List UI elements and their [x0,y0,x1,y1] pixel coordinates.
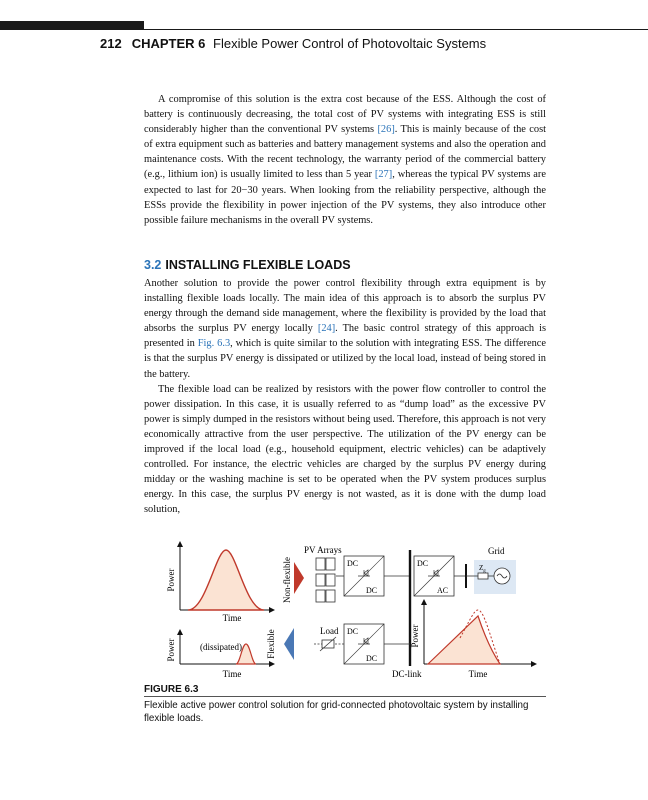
dc-link-label: DC-link [392,669,422,679]
dissipated-power-plot [166,632,272,679]
chapter-label: CHAPTER 6 [131,36,206,51]
svg-text:Zg: $Z_g$ [479,564,486,574]
figure-rule [144,696,546,697]
running-header [100,36,486,51]
svg-text:DC: DC [347,559,359,568]
page-number: 212 [100,36,122,51]
figure-caption: Flexible active power control solution for grid-connected photovoltaic system by installing flexible loads. [144,700,529,724]
svg-text:DC: DC [417,559,429,568]
pv-power-plot [166,544,272,623]
section-number: 3.2 [144,258,162,272]
svg-text:DC: DC [347,627,359,636]
pv-arrays [304,545,342,602]
dc-ac-inverter [414,556,466,596]
citation-26[interactable]: [26] [377,124,395,136]
paragraph-flexible-loads: Another solution to provide the power control flexibility through extra equipment is by installing flexible loads locally. The main idea of this approach is to absorb the surplus PV energy through the demand side management, where the flexibility is provided by the load that absorbs the surplus PV energy locally [24]. The basic control strategy of this approach is presented in Fig. 6.3, which is quite similar to the solution with integrating ESS. The difference is that the surplus PV energy is dissipated or utilized by the local load, instead of being stored in the battery. [144,278,547,380]
section-body [144,276,546,518]
grid-power-plot [410,602,534,679]
flexible-label: Flexible [266,629,276,659]
svg-text:DC: DC [366,586,378,595]
y-axis-label-bottom: Power [166,638,176,662]
grid-label: Grid [488,546,505,556]
header-rule [144,29,648,30]
grid [466,546,516,594]
red-arrow [294,562,304,594]
section-heading [144,258,351,272]
y-axis-label-top: Power [166,568,176,592]
svg-text:DC: DC [366,654,378,663]
paragraph-ess-cost: A compromise of this solution is the extra cost because of the ESS. Although the cost of battery is continuously decreasing, the total cost of PV systems with integrating ESS is still considerably higher than the conventional PV systems [26]. This is mainly because of the cost of extra equipment such as batteries and battery management systems and also the operation and maintenance costs. With the recent technology, the warranty period of the commercial battery (e.g., lithium ion) is usually limited to less than 5 year [27], whereas the typical PV systems are expected to last for 20−30 years. When looking from the reliability perspective, although the ESSs provide the flexibility in power injection of the PV systems, they also introduce other possible failure mechanisms in the overall PV systems. [144,94,546,226]
figure-reference-link[interactable]: Fig. 6.3 [197,338,231,350]
svg-text:AC: AC [437,586,449,595]
header-bar [0,21,144,30]
y-axis-label-right: Power [410,624,420,648]
section-title: INSTALLING FLEXIBLE LOADS [165,258,351,272]
dissipated-label: (dissipated) [200,642,242,652]
paragraph-dump-load: The flexible load can be realized by resistors with the power flow controller to control the power dissipation. In this case, it is usually referred to as “dump load” as the excessive PV power is simply dumped in the resistors without being used. Therefore, this approach is not very economically attractive from the user perspective. The utilization of the PV energy can be improved if the local load (e.g., household equipment, electric vehicles) can be adaptively controlled. For instance, the electric vehicles are charged by the surplus PV energy during midday or the washing machine is set to be operated when the PV system produces surplus energy. In this case, the surplus PV energy is not wasted, as it is done with the dump load solution, [144,383,546,516]
flexible-load [314,624,410,664]
chapter-title: Flexible Power Control of Photovoltaic Systems [213,36,487,51]
x-axis-label-bottom: Time [222,669,242,679]
category-arrows [266,557,304,660]
pv-arrays-label: PV Arrays [304,545,342,555]
figure-label: FIGURE 6.3 [144,684,199,695]
blue-arrow [284,628,294,660]
load-label: Load [320,626,339,636]
non-flexible-label: Non-flexible [282,557,292,603]
citation-24[interactable]: [24] [317,323,336,335]
dc-dc-converter [336,556,410,596]
x-axis-label-top: Time [222,613,242,623]
limited-power-curve [428,616,500,664]
pv-power-curve [188,550,264,610]
figure-diagram [144,540,546,682]
x-axis-label-right: Time [468,669,488,679]
citation-27[interactable]: [27] [374,169,393,181]
